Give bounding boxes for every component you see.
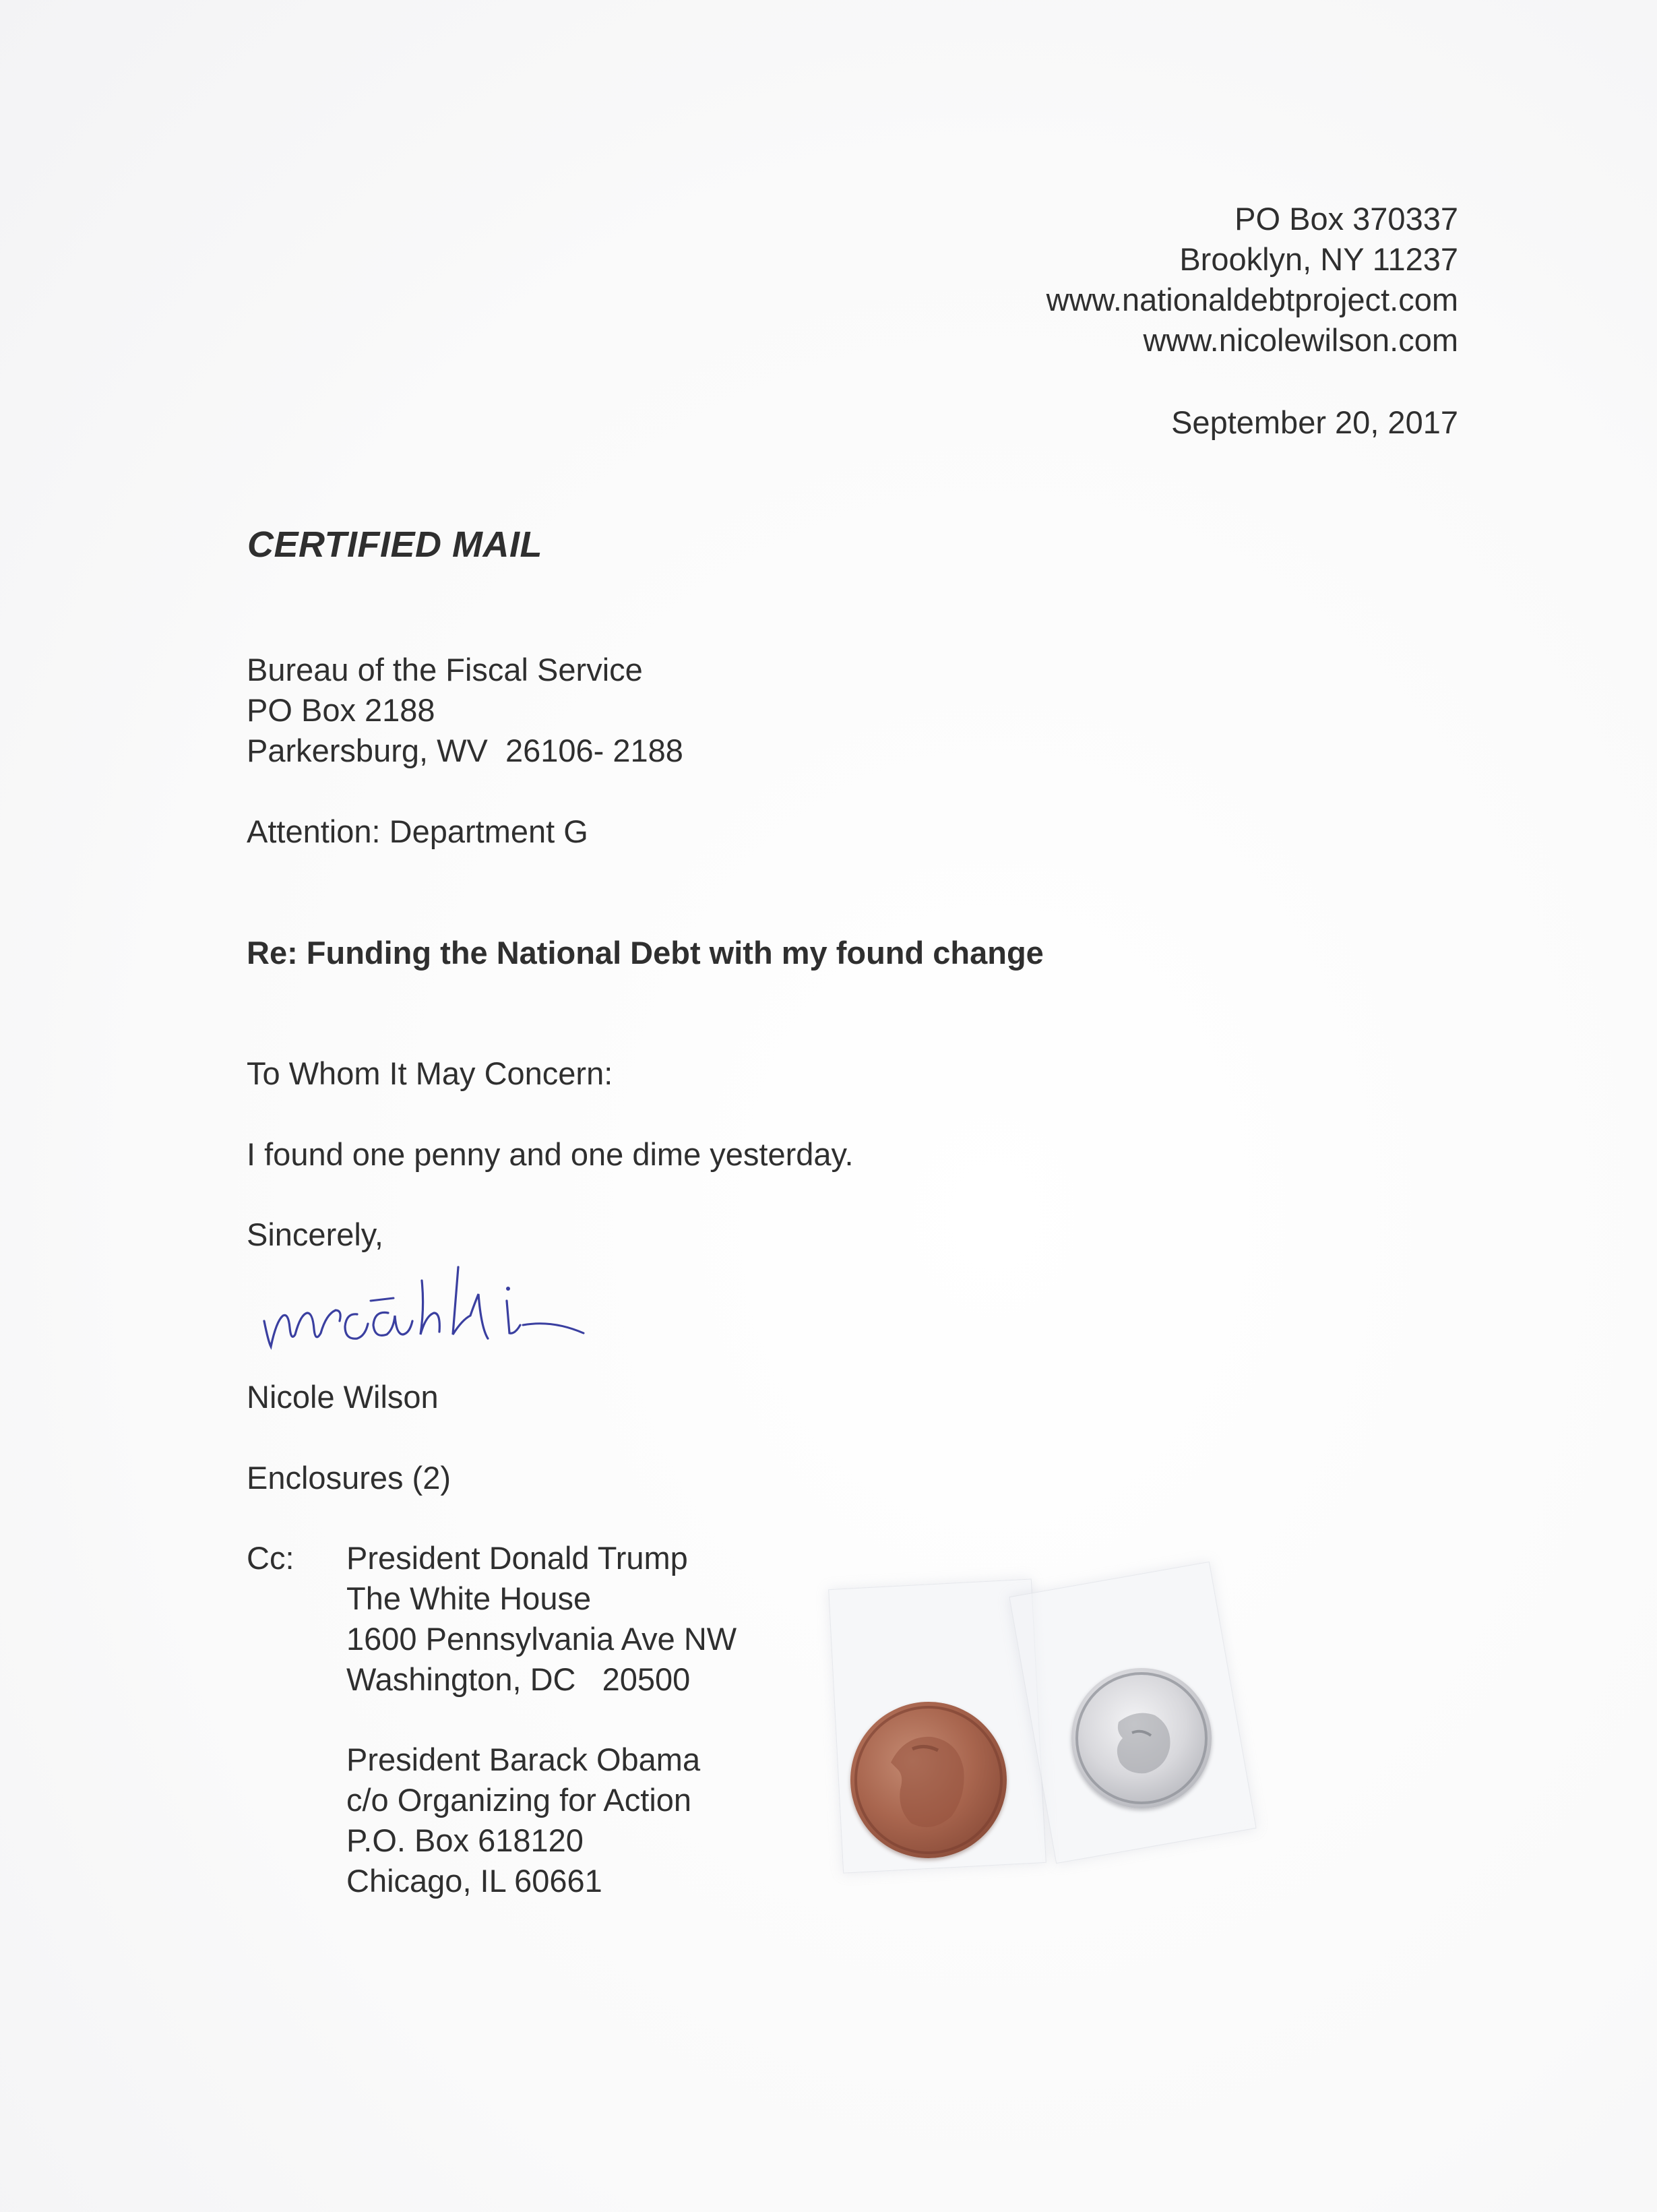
cc-recipient-line: President Barack Obama [346, 1742, 701, 1777]
sender-address-line2: Brooklyn, NY 11237 [1179, 241, 1458, 277]
penny-coin [850, 1702, 1007, 1858]
cc-recipient-line: 1600 Pennsylvania Ave NW [346, 1621, 737, 1657]
cc-recipient-line: President Donald Trump [346, 1540, 688, 1576]
certified-mail-heading: CERTIFIED MAIL [247, 524, 542, 565]
cc-recipient-line: Chicago, IL 60661 [346, 1863, 602, 1899]
sender-website-2: www.nicolewilson.com [1143, 322, 1458, 358]
cc-recipient-line: The White House [346, 1580, 592, 1616]
sender-website-1: www.nationaldebtproject.com [1046, 282, 1458, 317]
enclosures-line: Enclosures (2) [247, 1460, 451, 1496]
cc-recipient-line: P.O. Box 618120 [346, 1822, 584, 1858]
cc-recipient-obama [346, 1740, 700, 1901]
sender-address-block [1046, 199, 1458, 361]
handwritten-signature [256, 1240, 600, 1368]
cc-recipient-trump [346, 1538, 737, 1700]
letter-body: I found one penny and one dime yesterday. [247, 1136, 854, 1172]
recipient-address-block [247, 650, 683, 771]
recipient-address-line2: Parkersburg, WV 26106- 2188 [247, 733, 683, 768]
sender-address-line1: PO Box 370337 [1234, 201, 1458, 237]
attention-line: Attention: Department G [247, 813, 588, 849]
signer-name: Nicole Wilson [247, 1379, 439, 1415]
penny-relief [850, 1702, 1007, 1858]
cc-recipient-line: c/o Organizing for Action [346, 1782, 692, 1818]
letter-date: September 20, 2017 [1171, 404, 1458, 440]
cc-label: Cc: [247, 1540, 294, 1576]
recipient-address-line1: PO Box 2188 [247, 692, 435, 728]
dime-coin [1071, 1668, 1212, 1808]
salutation: To Whom It May Concern: [247, 1055, 613, 1091]
dime-relief [1071, 1668, 1212, 1808]
subject-line: Re: Funding the National Debt with my found change [247, 935, 1044, 971]
recipient-name: Bureau of the Fiscal Service [247, 652, 643, 687]
cc-recipient-line: Washington, DC 20500 [346, 1661, 691, 1697]
closing: Sincerely, [247, 1217, 383, 1252]
